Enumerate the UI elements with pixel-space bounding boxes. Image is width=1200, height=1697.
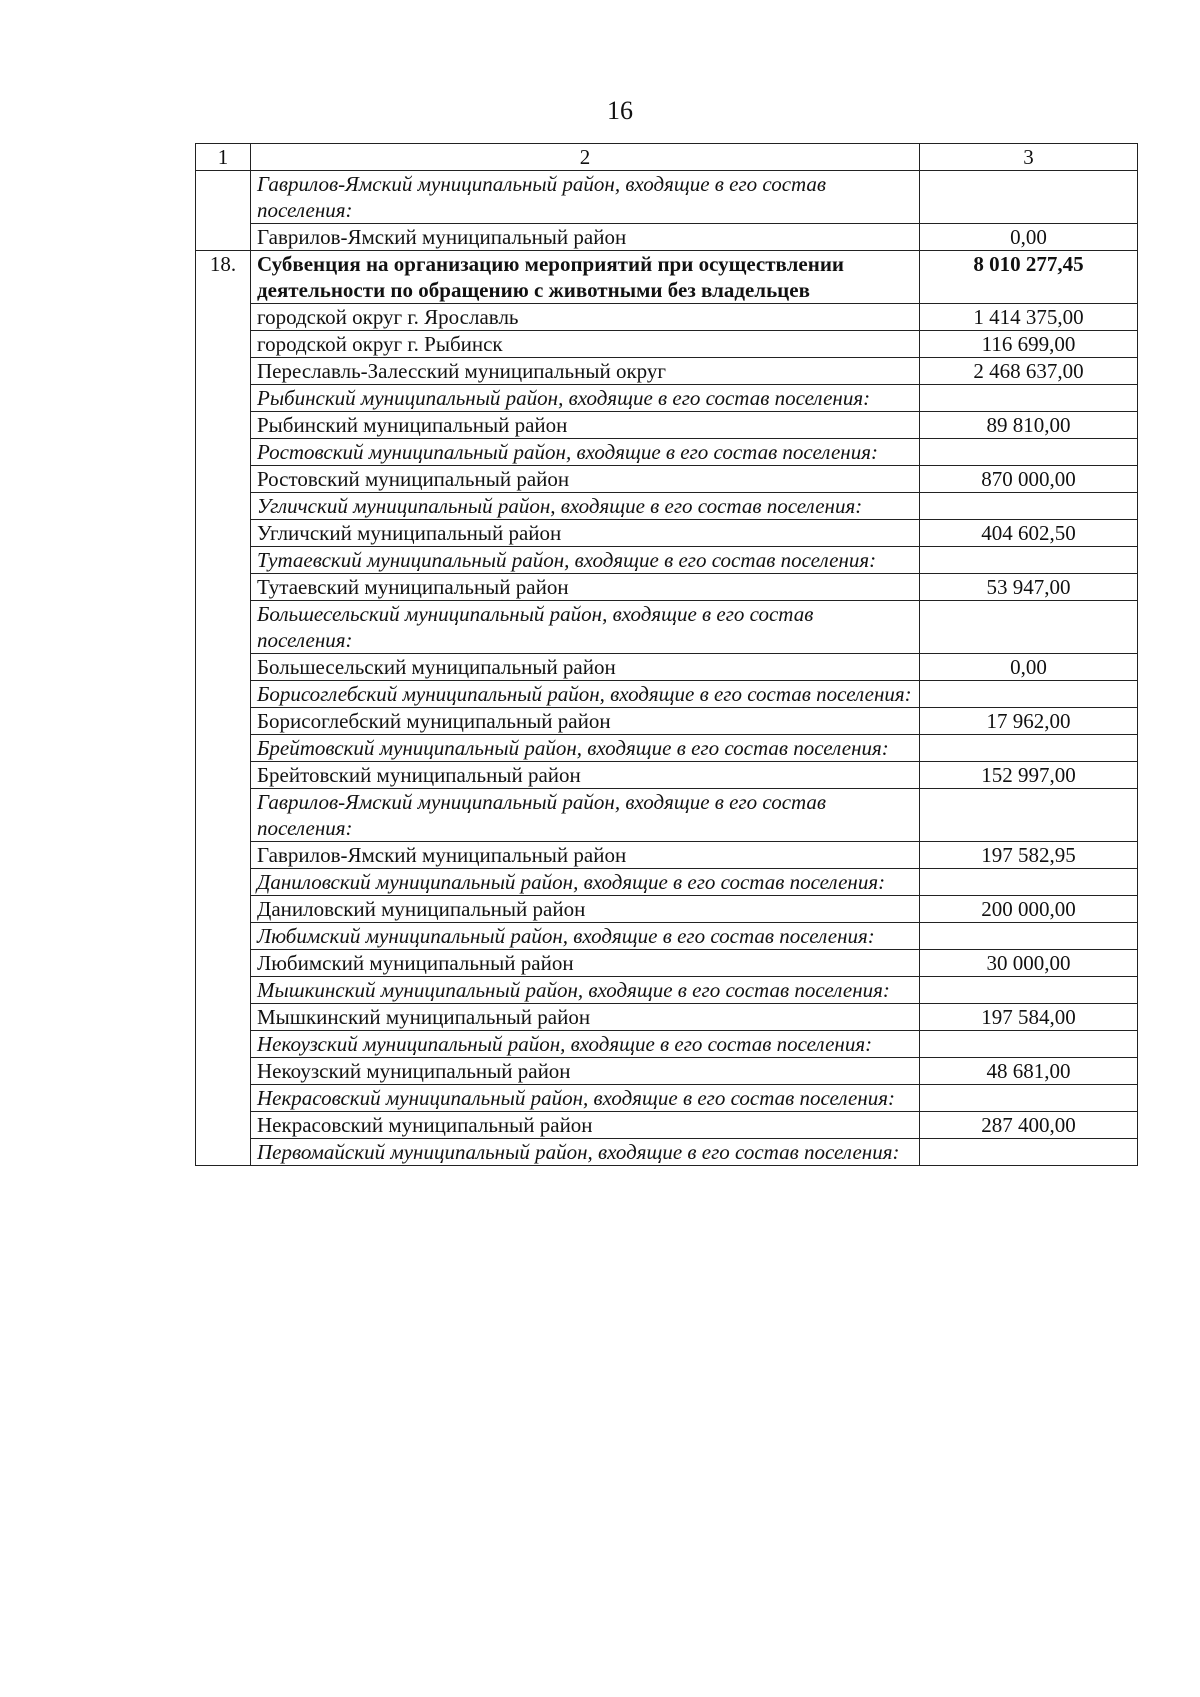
row-label: Даниловский муниципальный район [251,896,920,923]
row-label: Переславль-Залесский муниципальный округ [251,358,920,385]
row-label: Мышкинский муниципальный район [251,1004,920,1031]
row-label: Некрасовский муниципальный район, входящие в его состав поселения: [251,1085,920,1112]
table-row [196,896,1138,923]
row-number [196,171,251,224]
row-number [196,1085,251,1112]
row-amount: 1 414 375,00 [920,304,1138,331]
row-amount: 17 962,00 [920,708,1138,735]
table-row [196,762,1138,789]
row-label: Ростовский муниципальный район [251,466,920,493]
row-number [196,412,251,439]
table-row [196,923,1138,950]
table-row [196,520,1138,547]
table-body [196,144,1138,1166]
row-number [196,1058,251,1085]
row-number [196,950,251,977]
row-label: Тутаевский муниципальный район, входящие в его состав поселения: [251,547,920,574]
row-amount: 53 947,00 [920,574,1138,601]
row-amount [920,789,1138,842]
row-amount [920,385,1138,412]
table-row [196,601,1138,654]
row-number [196,869,251,896]
row-number: 18. [196,251,251,304]
row-number [196,896,251,923]
table-row [196,466,1138,493]
row-amount [920,977,1138,1004]
row-label: Угличский муниципальный район, входящие в его состав поселения: [251,493,920,520]
row-label: Борисоглебский муниципальный район [251,708,920,735]
row-label: Гаврилов-Ямский муниципальный район [251,224,920,251]
table-row [196,1139,1138,1166]
row-number [196,520,251,547]
table-row [196,789,1138,842]
row-amount [920,439,1138,466]
row-number [196,789,251,842]
table-row [196,547,1138,574]
table-row [196,950,1138,977]
row-amount [920,547,1138,574]
table-row [196,869,1138,896]
row-amount [920,681,1138,708]
row-label: Мышкинский муниципальный район, входящие в его состав поселения: [251,977,920,1004]
table-row [196,1058,1138,1085]
header-col-2: 2 [251,144,920,171]
row-label: Некрасовский муниципальный район [251,1112,920,1139]
row-number [196,1139,251,1166]
row-number [196,708,251,735]
row-number [196,601,251,654]
header-col-1: 1 [196,144,251,171]
row-amount: 116 699,00 [920,331,1138,358]
table-row [196,171,1138,224]
row-amount: 2 468 637,00 [920,358,1138,385]
table-header-row [196,144,1138,171]
table-row [196,224,1138,251]
row-amount: 287 400,00 [920,1112,1138,1139]
row-amount [920,923,1138,950]
row-label: Тутаевский муниципальный район [251,574,920,601]
row-number [196,304,251,331]
table-row [196,1085,1138,1112]
row-label: Субвенция на организацию мероприятий при осуществлении деятельности по обращению с животными без владельцев [251,251,920,304]
table-row [196,654,1138,681]
row-label: Некоузский муниципальный район [251,1058,920,1085]
table-row [196,977,1138,1004]
row-amount: 197 584,00 [920,1004,1138,1031]
row-number [196,358,251,385]
table-row [196,574,1138,601]
row-amount: 404 602,50 [920,520,1138,547]
table-row [196,412,1138,439]
row-amount: 200 000,00 [920,896,1138,923]
row-number [196,224,251,251]
row-label: Любимский муниципальный район, входящие в его состав поселения: [251,923,920,950]
row-label: Гаврилов-Ямский муниципальный район, входящие в его состав поселения: [251,171,920,224]
row-number [196,547,251,574]
row-number [196,331,251,358]
row-amount [920,1085,1138,1112]
table-row [196,385,1138,412]
row-label: городской округ г. Ярославль [251,304,920,331]
row-amount: 152 997,00 [920,762,1138,789]
row-amount: 870 000,00 [920,466,1138,493]
table-row [196,708,1138,735]
row-number [196,977,251,1004]
row-number [196,493,251,520]
row-amount [920,171,1138,224]
table-row [196,251,1138,304]
row-label: Большесельский муниципальный район, входящие в его состав поселения: [251,601,920,654]
row-label: Большесельский муниципальный район [251,654,920,681]
row-amount: 89 810,00 [920,412,1138,439]
row-amount: 0,00 [920,224,1138,251]
row-label: Борисоглебский муниципальный район, входящие в его состав поселения: [251,681,920,708]
row-label: Гаврилов-Ямский муниципальный район [251,842,920,869]
row-number [196,385,251,412]
row-number [196,1004,251,1031]
page-number: 16 [607,96,633,125]
row-amount [920,1139,1138,1166]
row-number [196,1112,251,1139]
row-amount [920,735,1138,762]
row-amount: 0,00 [920,654,1138,681]
row-label: городской округ г. Рыбинск [251,331,920,358]
row-number [196,681,251,708]
subsidy-table [195,143,1138,1166]
table-row [196,331,1138,358]
row-amount [920,1031,1138,1058]
row-number [196,654,251,681]
row-amount [920,869,1138,896]
row-label: Гаврилов-Ямский муниципальный район, входящие в его состав поселения: [251,789,920,842]
row-label: Угличский муниципальный район [251,520,920,547]
row-number [196,735,251,762]
table-row [196,493,1138,520]
row-label: Ростовский муниципальный район, входящие в его состав поселения: [251,439,920,466]
row-amount [920,493,1138,520]
row-label: Первомайский муниципальный район, входящие в его состав поселения: [251,1139,920,1166]
table-row [196,358,1138,385]
row-number [196,923,251,950]
row-number [196,439,251,466]
row-number [196,1031,251,1058]
row-label: Любимский муниципальный район [251,950,920,977]
row-amount [920,601,1138,654]
table-row [196,681,1138,708]
row-amount: 30 000,00 [920,950,1138,977]
row-label: Рыбинский муниципальный район [251,412,920,439]
table-row [196,842,1138,869]
row-number [196,842,251,869]
row-label: Некоузский муниципальный район, входящие в его состав поселения: [251,1031,920,1058]
header-col-3: 3 [920,144,1138,171]
row-label: Даниловский муниципальный район, входящие в его состав поселения: [251,869,920,896]
row-number [196,466,251,493]
table-row [196,1112,1138,1139]
row-label: Брейтовский муниципальный район [251,762,920,789]
table-row [196,439,1138,466]
row-label: Брейтовский муниципальный район, входящие в его состав поселения: [251,735,920,762]
row-number [196,574,251,601]
table-row [196,1004,1138,1031]
table-row [196,735,1138,762]
table-row [196,1031,1138,1058]
row-amount: 8 010 277,45 [920,251,1138,304]
row-label: Рыбинский муниципальный район, входящие в его состав поселения: [251,385,920,412]
table-row [196,304,1138,331]
row-number [196,762,251,789]
row-amount: 197 582,95 [920,842,1138,869]
row-amount: 48 681,00 [920,1058,1138,1085]
